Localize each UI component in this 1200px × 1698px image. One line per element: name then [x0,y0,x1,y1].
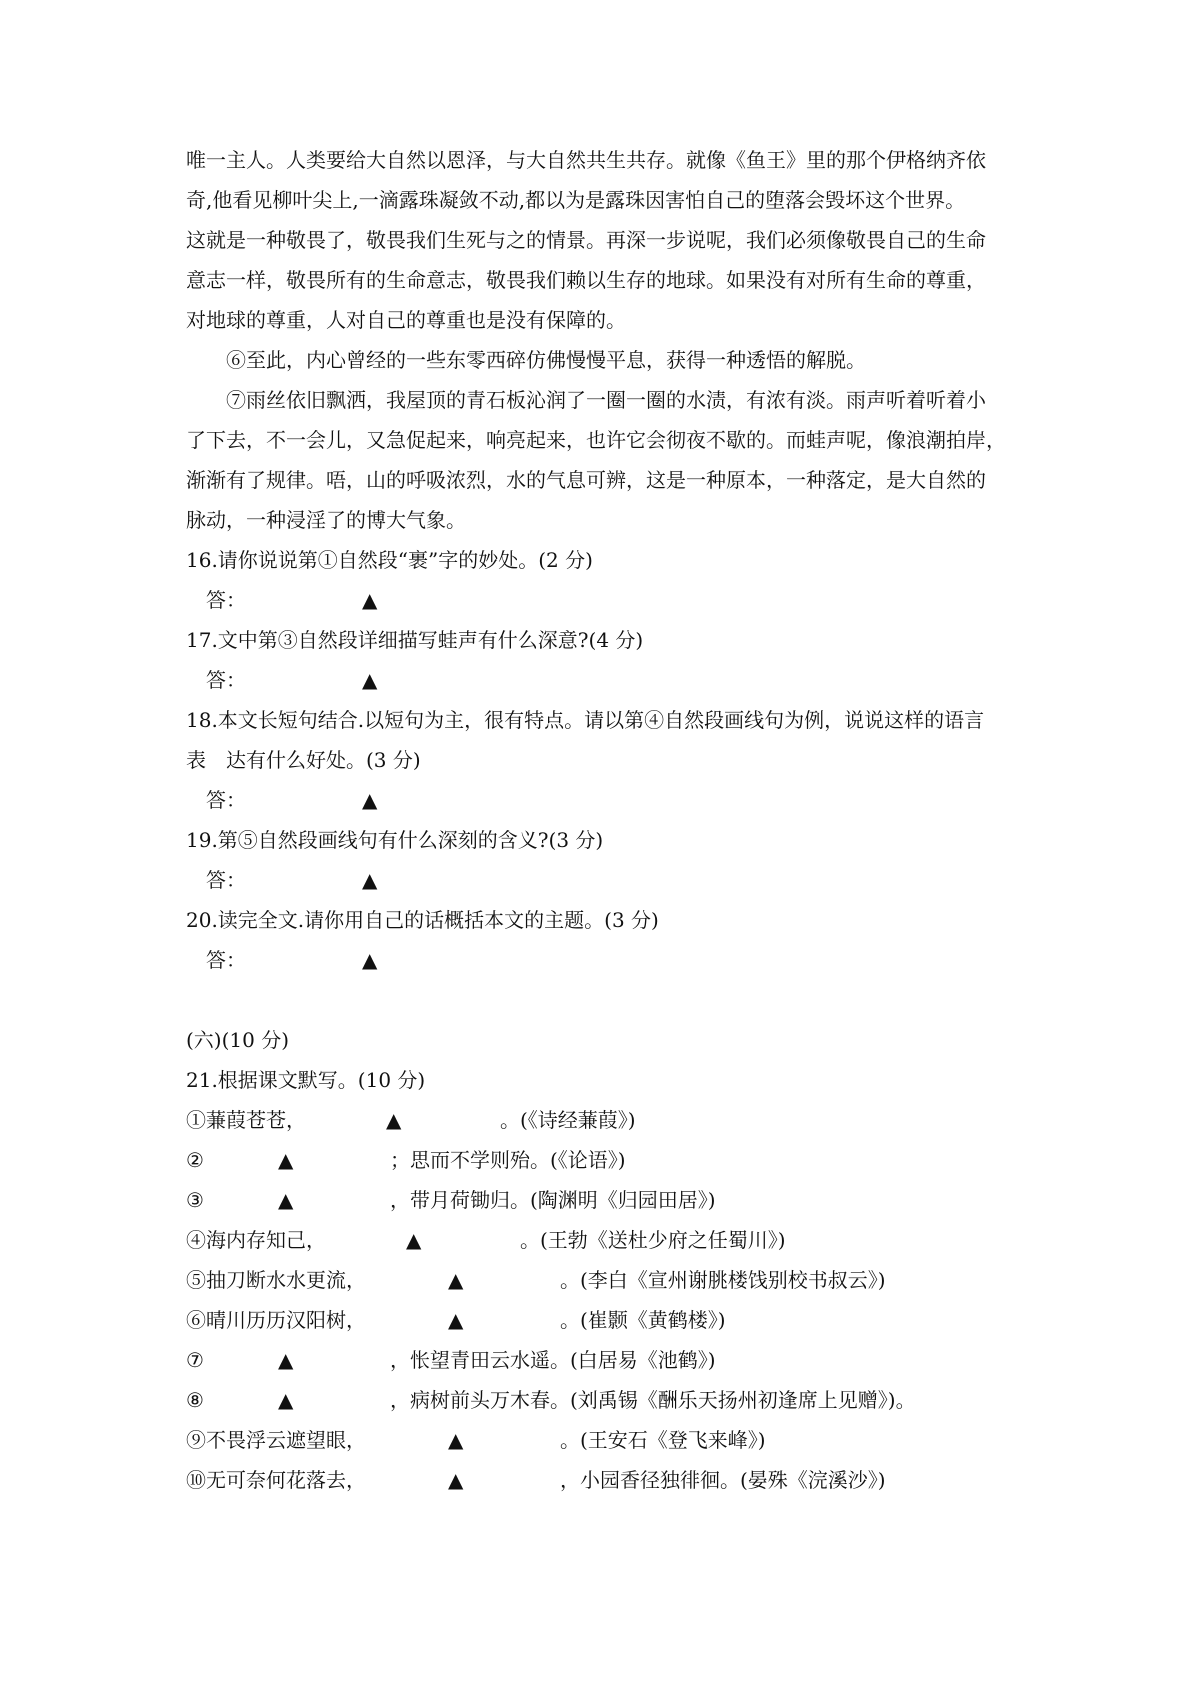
recite-item-pre: ③ [186,1188,204,1212]
recite-blank[interactable]: ▲ [448,1268,464,1292]
recite-item-post: 。(王勃《送杜少府之任蜀川》) [520,1228,786,1252]
question-16: 16.请你说说第①自然段“裹”字的妙处。(2 分) [186,548,593,572]
answer-label: 答： [206,788,246,812]
answer-label: 答： [206,868,246,892]
answer-blank[interactable]: ▲ [362,588,378,612]
passage-line: 脉动，一种浸淫了的博大气象。 [186,508,466,532]
recite-blank[interactable]: ▲ [448,1308,464,1332]
recite-item-post: ，带月荷锄归。(陶渊明《归园田居》) [390,1188,716,1212]
section-6-title: (六)(10 分) [186,1028,290,1052]
recite-item-post: ；思而不学则殆。(《论语》) [390,1148,626,1172]
paragraph-6: ⑥至此，内心曾经的一些东零西碎仿佛慢慢平息，获得一种透悟的解脱。 [226,348,866,372]
answer-blank[interactable]: ▲ [362,668,378,692]
question-17: 17.文中第③自然段详细描写蛙声有什么深意?(4 分) [186,628,644,652]
answer-label: 答： [206,948,246,972]
recite-item-post: ，怅望青田云水遥。(白居易《池鹤》) [390,1348,716,1372]
recite-item-post: ，病树前头万木春。(刘禹锡《酬乐天扬州初逢席上见赠》)。 [390,1388,916,1412]
question-21: 21.根据课文默写。(10 分) [186,1068,426,1092]
recite-item-pre: ⑩无可奈何花落去， [186,1468,366,1492]
recite-blank[interactable]: ▲ [278,1188,294,1212]
recite-blank[interactable]: ▲ [448,1428,464,1452]
question-20: 20.读完全文.请你用自己的话概括本文的主题。(3 分) [186,908,659,932]
recite-item-pre: ② [186,1148,204,1172]
recite-item-pre: ⑨不畏浮云遮望眼， [186,1428,366,1452]
passage-line: 奇,他看见柳叶尖上,一滴露珠凝敛不动,都以为是露珠因害怕自己的堕落会毁坏这个世界。 [186,188,966,212]
recite-blank[interactable]: ▲ [278,1348,294,1372]
recite-item-post: 。(《诗经蒹葭》) [500,1108,636,1132]
recite-item-post: 。(王安石《登飞来峰》) [560,1428,766,1452]
passage-line: 对地球的尊重，人对自己的尊重也是没有保障的。 [186,308,626,332]
recite-item-pre: ④海内存知己， [186,1228,326,1252]
recite-blank[interactable]: ▲ [278,1388,294,1412]
recite-item-pre: ⑤抽刀断水水更流， [186,1268,366,1292]
passage-line: 唯一主人。人类要给大自然以恩泽，与大自然共生共存。就像《鱼王》里的那个伊格纳齐依 [186,148,986,172]
answer-blank[interactable]: ▲ [362,948,378,972]
recite-blank[interactable]: ▲ [386,1108,402,1132]
recite-blank[interactable]: ▲ [448,1468,464,1492]
recite-item-post: ，小园香径独徘徊。(晏殊《浣溪沙》) [560,1468,886,1492]
recite-item-pre: ①蒹葭苍苍， [186,1108,306,1132]
passage-line: 渐渐有了规律。唔，山的呼吸浓烈，水的气息可辨，这是一种原本，一种落定，是大自然的 [186,468,986,492]
question-18-continued: 表 达有什么好处。(3 分) [186,748,421,772]
recite-item-pre: ⑧ [186,1388,204,1412]
answer-label: 答： [206,668,246,692]
passage-line: 了下去，不一会儿，又急促起来，响亮起来，也许它会彻夜不歇的。而蛙声呢，像浪潮拍岸， [186,428,1006,452]
question-18: 18.本文长短句结合.以短句为主，很有特点。请以第④自然段画线句为例，说说这样的语言 [186,708,985,732]
passage-line: 这就是一种敬畏了，敬畏我们生死与之的情景。再深一步说呢，我们必须像敬畏自己的生命 [186,228,986,252]
answer-blank[interactable]: ▲ [362,788,378,812]
paragraph-7: ⑦雨丝依旧飘洒，我屋顶的青石板沁润了一圈一圈的水渍，有浓有淡。雨声听着听着小 [226,388,986,412]
question-19: 19.第⑤自然段画线句有什么深刻的含义?(3 分) [186,828,604,852]
answer-label: 答： [206,588,246,612]
passage-line: 意志一样，敬畏所有的生命意志，敬畏我们赖以生存的地球。如果没有对所有生命的尊重， [186,268,986,292]
recite-item-post: 。(崔颢《黄鹤楼》) [560,1308,726,1332]
recite-item-pre: ⑥晴川历历汉阳树， [186,1308,366,1332]
recite-item-post: 。(李白《宣州谢朓楼饯别校书叔云》) [560,1268,886,1292]
recite-blank[interactable]: ▲ [278,1148,294,1172]
recite-blank[interactable]: ▲ [406,1228,422,1252]
answer-blank[interactable]: ▲ [362,868,378,892]
recite-item-pre: ⑦ [186,1348,204,1372]
